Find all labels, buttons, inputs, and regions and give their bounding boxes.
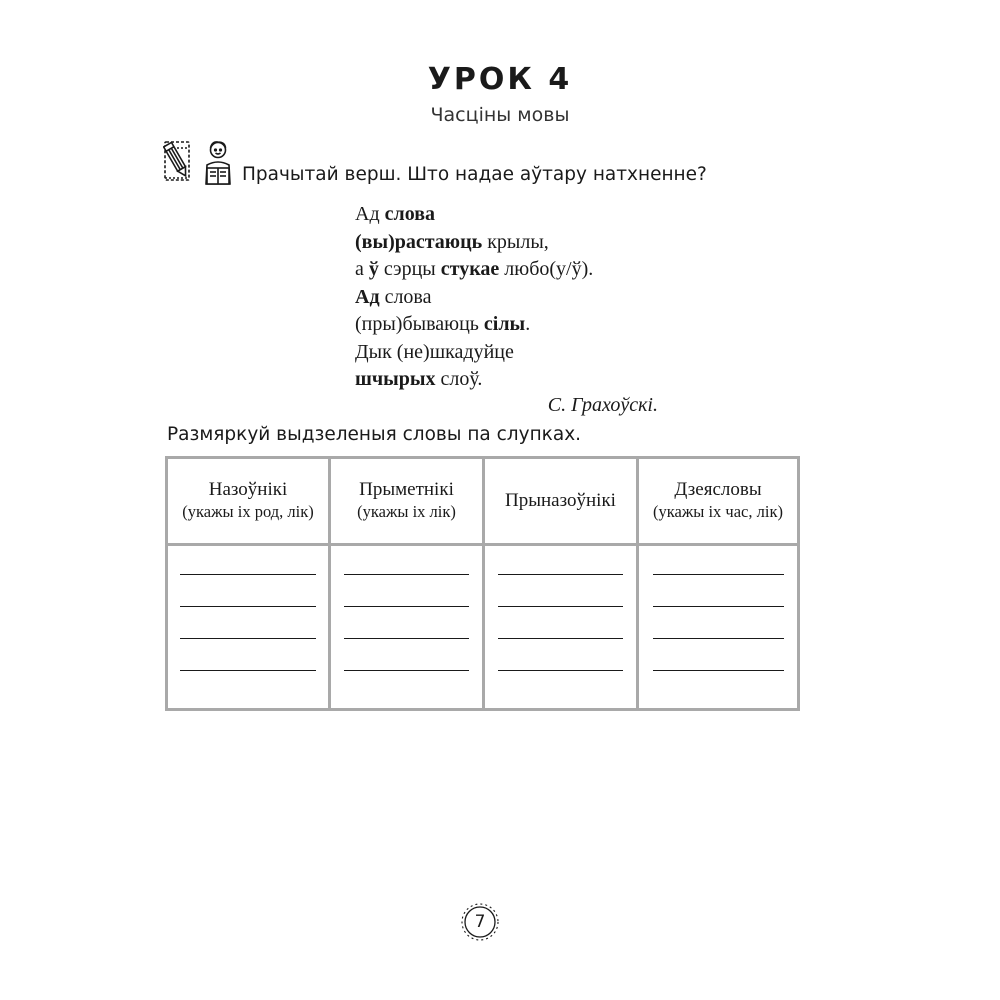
poem-author: С. Грахоўскі. (547, 394, 658, 416)
answer-cell-verbs (638, 545, 799, 710)
answer-lines (168, 546, 328, 708)
poem-word: слоў. (435, 368, 483, 390)
column-header-nouns (167, 458, 330, 545)
answer-line[interactable] (344, 638, 469, 639)
column-hint: (укажы іх род, лік) (182, 502, 314, 521)
answer-line[interactable] (180, 574, 316, 575)
column-title: Дзеясловы (674, 479, 762, 500)
poem-word: сэрцы (378, 258, 441, 280)
poem-line (355, 284, 593, 312)
poem-word: любо(у/ў). (499, 258, 594, 280)
poem-word: а (355, 258, 369, 280)
answer-lines (331, 546, 482, 708)
poem-word: (пры)бываюць (355, 313, 484, 335)
poem-word-bold: ў (368, 258, 379, 280)
child-reading-icon (206, 142, 230, 184)
page-number-badge (460, 902, 500, 942)
answer-cell-prepositions (484, 545, 638, 710)
column-title: Прыметнікі (359, 479, 454, 500)
answer-lines (485, 546, 636, 708)
poem-word-bold: Ад (355, 285, 380, 308)
column-header-prepositions (484, 458, 638, 545)
poem-word-bold: сілы (483, 313, 526, 335)
poem (355, 201, 593, 394)
lesson-subtitle: Часціны мовы (430, 104, 570, 126)
answer-lines (639, 546, 797, 708)
answer-line[interactable] (180, 670, 316, 671)
answer-line[interactable] (653, 638, 784, 639)
answer-line[interactable] (344, 574, 469, 575)
answer-line[interactable] (653, 574, 784, 575)
table-header-row (167, 458, 799, 545)
answer-line[interactable] (344, 606, 469, 607)
poem-line (355, 256, 593, 284)
poem-line (355, 366, 593, 394)
answer-line[interactable] (180, 638, 316, 639)
poem-word: . (525, 313, 531, 335)
poem-word: Ад (355, 203, 385, 225)
poem-line (355, 201, 593, 229)
poem-line (355, 229, 593, 257)
poem-word: слова (379, 285, 432, 308)
answer-line[interactable] (498, 574, 623, 575)
column-hint: (укажы іх час, лік) (653, 502, 783, 521)
table-answer-row (167, 545, 799, 710)
answer-line[interactable] (498, 606, 623, 607)
poem-line (355, 311, 593, 339)
pencil-notebook-icon (164, 142, 190, 180)
column-header-adjectives (330, 458, 484, 545)
poem-word-bold: слова (384, 203, 436, 225)
answer-line[interactable] (498, 638, 623, 639)
task-instruction: Прачытай верш. Што надае аўтару натхненне? (242, 164, 707, 185)
poem-line (355, 339, 593, 367)
task-icons (163, 138, 238, 188)
column-header-verbs (638, 458, 799, 545)
lesson-title: УРОК 4 (427, 62, 573, 97)
poem-word-bold: шчырых (355, 368, 436, 390)
poem-word: Дык (не)шкадуйце (355, 340, 514, 363)
column-title: Прыназоўнікі (505, 490, 616, 511)
answer-line[interactable] (653, 670, 784, 671)
poem-word-bold: (вы)растаюць (355, 230, 483, 253)
answer-line[interactable] (180, 606, 316, 607)
answer-line[interactable] (344, 670, 469, 671)
answer-line[interactable] (498, 670, 623, 671)
answer-cell-adjectives (330, 545, 484, 710)
poem-word: крылы, (482, 230, 549, 253)
answer-line[interactable] (653, 606, 784, 607)
column-title: Назоўнікі (208, 479, 288, 500)
poem-word-bold: стукае (440, 258, 500, 280)
table-instruction: Размяркуй выдзеленыя словы па слупках. (167, 424, 582, 445)
words-table (165, 456, 800, 711)
answer-cell-nouns (167, 545, 330, 710)
column-hint: (укажы іх лік) (357, 502, 456, 521)
page-number: 7 (474, 912, 486, 932)
